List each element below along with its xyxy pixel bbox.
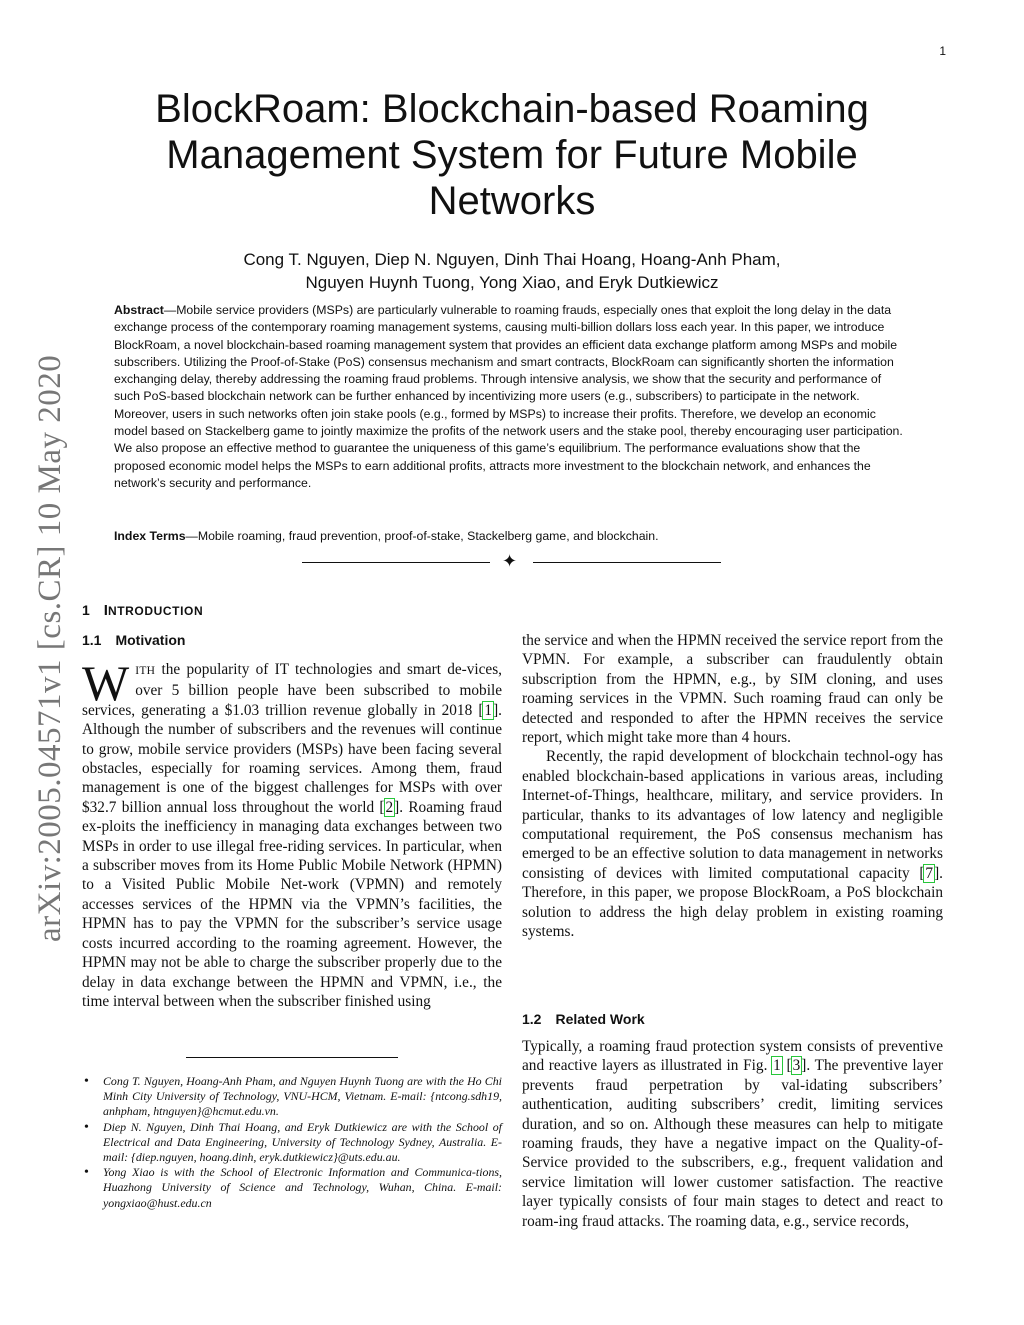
author-line-2: Nguyen Huynh Tuong, Yong Xiao, and Eryk Dutkiewicz: [305, 273, 719, 292]
paragraph-text: Recently, the rapid development of blockchain technol-ogy has enabled blockchain-based applications in various areas, including Internet-of-Things, healthcare, military, and service providers. In particular, thanks to its advantages of low latency and negligible computational requirement, the PoS consensus mechanism has emerged to be an effective solution to data management in networks consisting of devices with limited computational capacity [: [522, 748, 943, 882]
divider-diamond-icon: ✦: [502, 551, 518, 571]
divider-rule-right: [533, 562, 721, 563]
paragraph-text: Typically, a roaming fraud protection system consists of preventive and reactive layers as illustrated in Fig.: [522, 1038, 943, 1075]
paragraph-text: [: [781, 1057, 792, 1075]
subsection-title: Motivation: [115, 632, 186, 648]
motivation-paragraph: [82, 655, 502, 1011]
paragraph-text: ]. Therefore, in this paper, we propose BlockRoam, a PoS blockchain solution to address the high delay problem in existing roaming systems.: [522, 864, 943, 941]
divider-rule-left: [302, 562, 490, 563]
citation-link[interactable]: 3: [792, 1057, 801, 1075]
index-terms: [114, 528, 906, 545]
page-number: 1: [939, 44, 946, 58]
subsection-heading-motivation: [82, 632, 185, 648]
paragraph-text: ]. The preventive layer prevents fraud perpetration by val-idating subscribers’ authentication, auditing subscribers’ credit, limiting services duration, and so on. Although these measures can help to mitigate roaming frauds, they have a negative impact on the Quality-of-Service provided to the subscribers, e.g., frequent validation and service limitation will lower customer satisfaction. The reactive layer typically consists of four main stages to detect and react to roam-ing fraud attacks. The roaming data, e.g., service records,: [522, 1057, 944, 1230]
abstract: [114, 302, 906, 492]
paper-title: BlockRoam: Blockchain-based Roaming Management System for Future Mobile Networks: [155, 87, 869, 223]
section-number: 1: [82, 602, 90, 618]
index-terms-text: —Mobile roaming, fraud prevention, proof-of-stake, Stackelberg game, and blockchain.: [185, 529, 659, 543]
subsection-number: 1.1: [82, 632, 102, 648]
footnote-item: • Diep N. Nguyen, Dinh Thai Hoang, and Eryk Dutkiewicz are with the School of Electrical and Data Engineering, University of Technology Sydney, Australia. E-mail: {diep.nguyen, hoang.dinh, eryk.dutkiewicz}@uts.edu.au.: [82, 1120, 502, 1166]
citation-link[interactable]: 7: [925, 864, 934, 882]
drop-cap: W: [82, 655, 130, 711]
related-work-body: [522, 1037, 943, 1231]
abstract-text: —Mobile service providers (MSPs) are particularly vulnerable to roaming frauds, especially ones that exploit the long delay in the data exchange process of the contemporary roaming management systems, causing multi-billion dollars loss each year. In this paper, we introduce BlockRoam, a novel blockchain-based roaming management system that provides an efficient data exchange platform among MSPs and mobile subscribers. Utilizing the Proof-of-Stake (PoS) consensus mechanism and smart contracts, BlockRoam can significantly shorten the information exchanging delay, thereby addressing the roaming fraud problems. Through intensive analysis, we show that the security and performance of such PoS-based blockchain network can be further enhanced by incentivizing more users (e.g., subscribers) to participate in the network. Moreover, users in such networks often join stake pools (e.g., formed by MSPs) to increase their profits. Therefore, we develop an economic model based on Stackelberg game to jointly maximize the profits of the network users and the stake pool, thereby encouraging user participation. We also propose an effective method to guarantee the uniqueness of this game’s equilibrium. The performance evaluations show that the proposed economic model helps the MSPs to earn additional profits, attracts more investment to the blockchain network, and enhances the network’s security and performance.: [114, 303, 903, 490]
figure-reference-link[interactable]: 1: [773, 1057, 781, 1075]
left-column: [82, 655, 502, 1011]
footnote-rule: [186, 1057, 398, 1058]
arxiv-identifier-text: arXiv:2005.04571v1 [cs.CR] 10 May 2020: [32, 354, 68, 942]
small-caps-lead: ITH: [135, 665, 156, 677]
footnote-item: • Cong T. Nguyen, Hoang-Anh Pham, and Nguyen Huynh Tuong are with the Ho Chi Minh City University of Technology, VNU-HCM, Vietnam. E-mail: {ntcong.sdh19, anhpham, htnguyen}@hcmut.edu.vn.: [82, 1074, 502, 1120]
paragraph-text: ]. Roaming fraud ex-ploits the inefficiency in managing data exchanges between two MSPs in order to use illegal free-riding services. In particular, when a subscriber moves from its Home Public Mobile Network (HPMN) to a Visited Public Mobile Net-work (VPMN) and remotely accesses services of the HPMN via the VPMN’s facilities, the HPMN has to pay the VPMN for the subscriber’s service usage costs incurred according to the roaming agreement. However, the HPMN may not be able to charge the subscriber properly due to the delay in data exchange between the HPMN and VPMN, i.e., the time interval between when the subscriber finished using: [82, 798, 502, 1010]
right-paragraph-2: [522, 747, 943, 941]
section-title-initial: I: [103, 602, 108, 619]
footnote-item: • Yong Xiao is with the School of Electronic Information and Communica-tions, Huazhong University of Science and Technology, Wuhan, China. E-mail: yongxiao@hust.edu.cn: [82, 1165, 502, 1211]
right-paragraph-1: the service and when the HPMN received the service report from the VPMN. For example, a subscriber can fraudulently obtain subscription from the HPMN, e.g., by SIM cloning, and uses roaming services in the VPMN. Such roaming fraud can only be detected and responded to after the HPMN receives the service report, which might take more than 4 hours.: [522, 632, 943, 747]
subsection-heading-related-work: [522, 1011, 645, 1027]
citation-link[interactable]: 2: [385, 798, 394, 816]
section-title-rest: NTRODUCTION: [107, 604, 204, 618]
arxiv-identifier-stamp: [28, 342, 68, 942]
affiliation-footnotes: [82, 1074, 502, 1211]
paragraph-text: ]. Although the number of subscribers and the revenues will continue to grow, mobile service providers (MSPs) have been facing several obstacles, especially for roaming services. Among them, fraud management is one of the biggest challenges for MSPs with over $32.7 billion annual loss throughout the world [: [82, 701, 502, 816]
related-work-paragraph: [522, 1037, 943, 1231]
section-heading-introduction: [82, 602, 203, 619]
author-line-1: Cong T. Nguyen, Diep N. Nguyen, Dinh Thai Hoang, Hoang-Anh Pham,: [243, 250, 781, 269]
abstract-label: Abstract: [114, 303, 164, 317]
index-terms-label: Index Terms: [114, 529, 186, 543]
author-list: [120, 248, 904, 294]
citation-link[interactable]: 1: [484, 701, 493, 719]
paragraph-text: the popularity of IT technologies and smart de-vices, over 5 billion people have been subscribed to mobile services, generating a $1.03 trillion revenue globally in 2018 [: [82, 661, 502, 719]
subsection-title: Related Work: [555, 1011, 645, 1027]
subsection-number: 1.2: [522, 1011, 542, 1027]
right-column: [522, 631, 943, 942]
